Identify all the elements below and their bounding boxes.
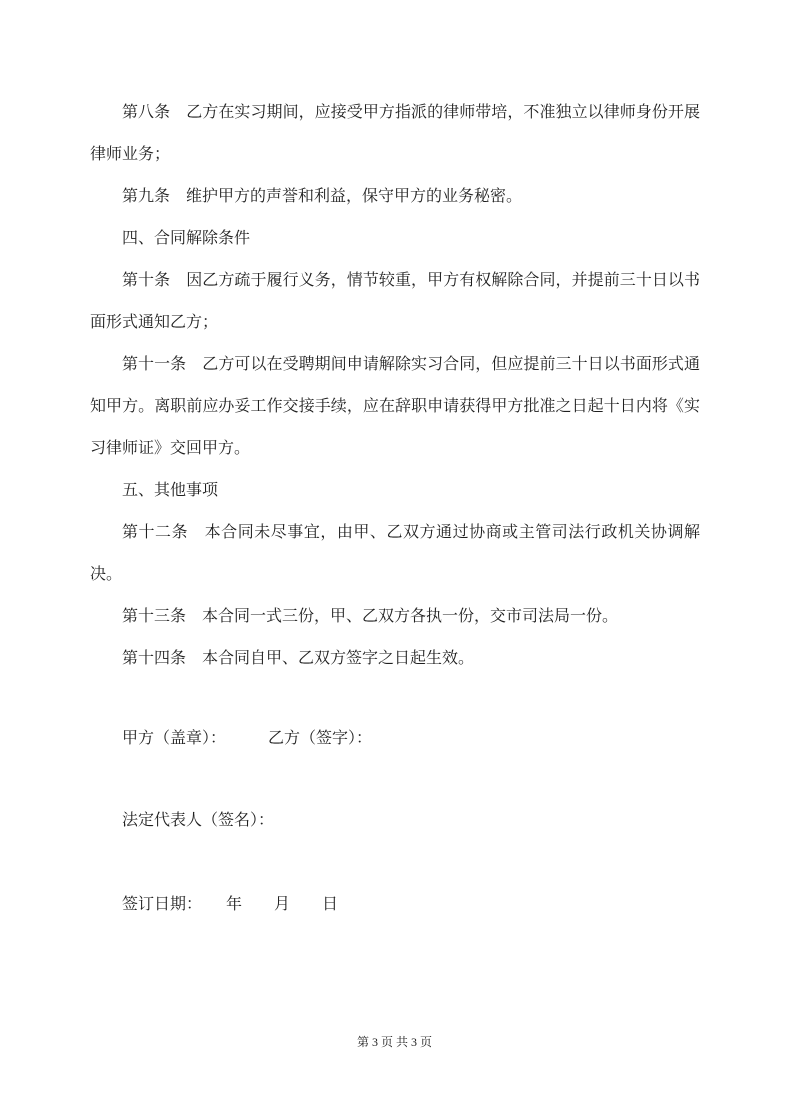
clause-paragraph: 第十一条 乙方可以在受聘期间申请解除实习合同，但应提前三十日以书面形式通知甲方。离职前应办妥工作交接手续，应在辞职申请获得甲方批准之日起十日内将《实习律师证》交回甲方。 [90,356,700,457]
page-number-footer: 第 3 页 共 3 页 [356,1035,432,1049]
party-a-seal-label: 甲方（盖章）： [122,730,227,747]
legal-representative-label: 法定代表人（签名）： [122,812,275,829]
clause-paragraph: 第十条 因乙方疏于履行义务，情节较重，甲方有权解除合同，并提前三十日以书面形式通知乙方； [90,272,700,331]
contract-body [90,92,700,926]
clause-paragraph: 第十四条 本合同自甲、乙双方签字之日起生效。 [122,650,475,667]
signature-block [90,718,700,926]
sign-date-label: 签订日期： 年 月 日 [122,896,339,913]
clause-paragraph: 第八条 乙方在实习期间，应接受甲方指派的律师带培，不准独立以律师身份开展律师业务； [90,104,700,163]
clause-paragraph: 第九条 维护甲方的声誉和利益，保守甲方的业务秘密。 [122,188,523,205]
paragraph-list [90,92,700,680]
section-heading: 四、合同解除条件 [122,230,251,247]
clause-paragraph: 第十三条 本合同一式三份，甲、乙双方各执一份，交市司法局一份。 [122,608,619,625]
party-b-signature-label: 乙方（签字）： [268,730,373,747]
signature-row-parties [90,718,700,760]
clause-paragraph: 第十二条 本合同未尽事宜，由甲、乙双方通过协商或主管司法行政机关协调解决。 [90,524,700,583]
section-heading: 五、其他事项 [122,482,219,499]
